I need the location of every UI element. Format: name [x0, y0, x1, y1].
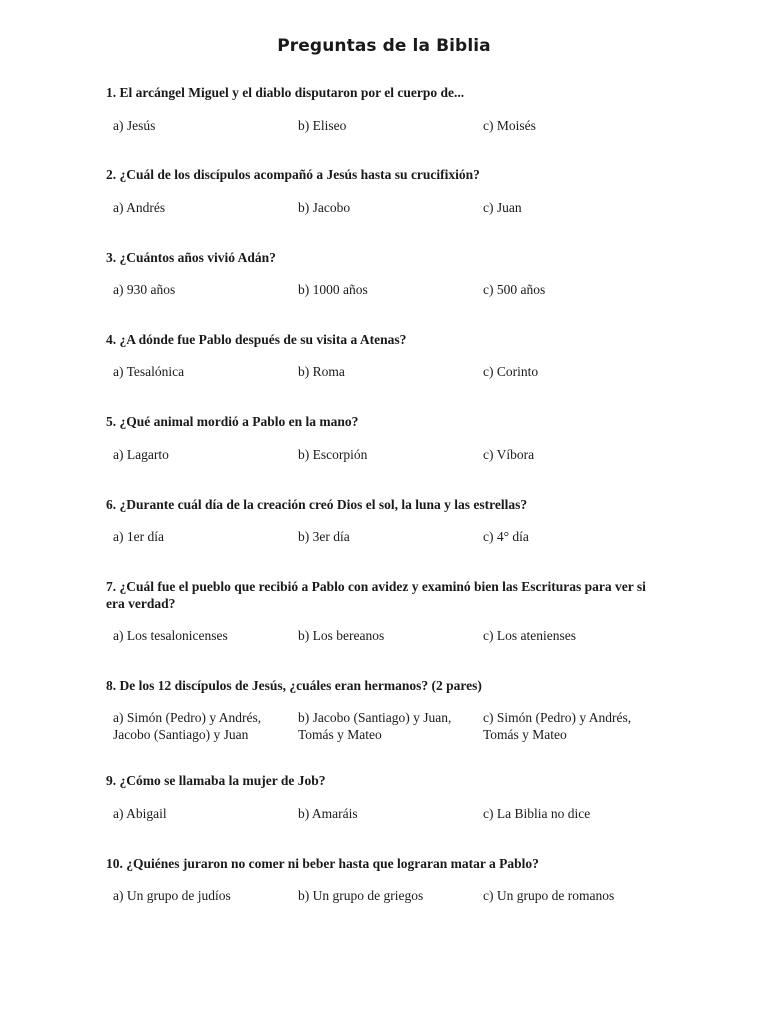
q1-option-c: c) Moisés	[483, 118, 536, 133]
page-title: Preguntas de la Biblia	[277, 36, 491, 56]
q6-option-c: c) 4° día	[483, 529, 529, 544]
q10-option-a: a) Un grupo de judíos	[113, 888, 231, 903]
q7-option-b: b) Los bereanos	[298, 628, 385, 643]
q7-option-c: c) Los atenienses	[483, 628, 576, 643]
q9-option-a: a) Abigail	[113, 806, 167, 821]
question-5: 5. ¿Qué animal mordió a Pablo en la mano?	[106, 414, 359, 429]
q3-option-b: b) 1000 años	[298, 282, 368, 297]
q6-option-a: a) 1er día	[113, 529, 164, 544]
question-10: 10. ¿Quiénes juraron no comer ni beber hasta que lograran matar a Pablo?	[106, 856, 539, 871]
q6-option-b: b) 3er día	[298, 529, 350, 544]
q1-option-a: a) Jesús	[113, 118, 156, 133]
q8-option-c: c) Simón (Pedro) y Andrés, Tomás y Mateo	[483, 710, 632, 742]
q10-option-b: b) Un grupo de griegos	[298, 888, 424, 903]
question-9: 9. ¿Cómo se llamaba la mujer de Job?	[106, 773, 326, 788]
q2-option-c: c) Juan	[483, 200, 522, 215]
q8-option-b: b) Jacobo (Santiago) y Juan, Tomás y Mateo	[298, 710, 452, 742]
question-1: 1. El arcángel Miguel y el diablo disputaron por el cuerpo de...	[106, 85, 465, 100]
q5-option-a: a) Lagarto	[113, 447, 169, 462]
q5-option-b: b) Escorpión	[298, 447, 368, 462]
q3-option-c: c) 500 años	[483, 282, 546, 297]
q4-option-b: b) Roma	[298, 364, 345, 379]
q4-option-a: a) Tesalónica	[113, 364, 185, 379]
q4-option-c: c) Corinto	[483, 364, 539, 379]
q1-option-b: b) Eliseo	[298, 118, 347, 133]
q2-option-a: a) Andrés	[113, 200, 166, 215]
q2-option-b: b) Jacobo	[298, 200, 351, 215]
q3-option-a: a) 930 años	[113, 282, 176, 297]
q8-option-a: a) Simón (Pedro) y Andrés, Jacobo (Santiago) y Juan	[113, 710, 262, 742]
q10-option-c: c) Un grupo de romanos	[483, 888, 615, 903]
question-2: 2. ¿Cuál de los discípulos acompañó a Jesús hasta su crucifixión?	[106, 167, 480, 182]
question-3: 3. ¿Cuántos años vivió Adán?	[106, 250, 276, 265]
question-6: 6. ¿Durante cuál día de la creación creó Dios el sol, la luna y las estrellas?	[106, 497, 528, 512]
q7-option-a: a) Los tesalonicenses	[113, 628, 228, 643]
question-4: 4. ¿A dónde fue Pablo después de su visita a Atenas?	[106, 332, 407, 347]
q5-option-c: c) Víbora	[483, 447, 535, 462]
question-8: 8. De los 12 discípulos de Jesús, ¿cuáles eran hermanos? (2 pares)	[106, 678, 482, 693]
q9-option-b: b) Amaráis	[298, 806, 358, 821]
question-7: 7. ¿Cuál fue el pueblo que recibió a Pablo con avidez y examinó bien las Escrituras para ver si era verdad?	[106, 579, 646, 611]
q9-option-c: c) La Biblia no dice	[483, 806, 591, 821]
